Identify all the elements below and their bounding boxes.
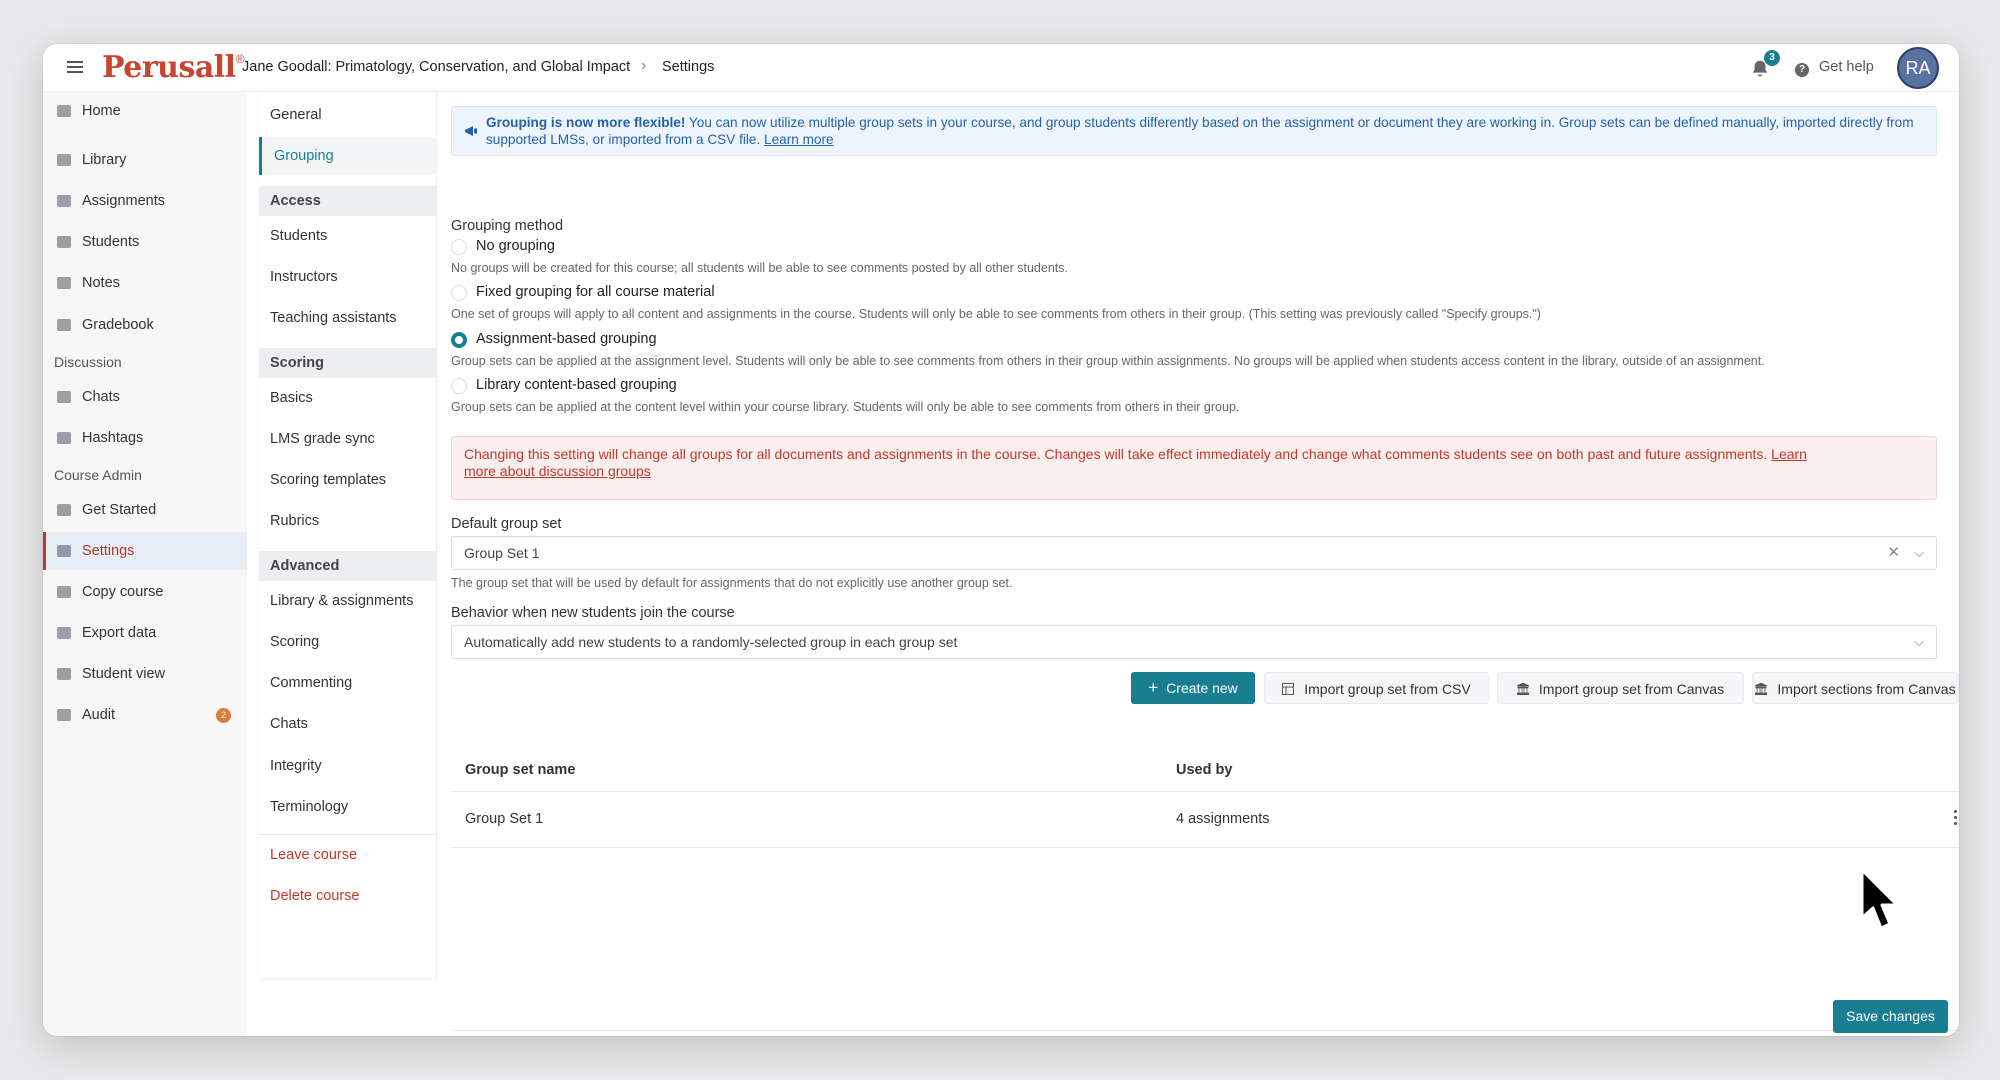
used-by-cell: 4 assignments — [1176, 811, 1270, 827]
sidebar-item-gradebook[interactable]: Gradebook — [43, 306, 247, 344]
footer-divider — [451, 1030, 1959, 1031]
default-group-set-label: Default group set — [451, 516, 562, 532]
radio-button[interactable] — [451, 378, 467, 394]
sidebar-item-library[interactable]: Library — [43, 141, 247, 179]
more-options-icon[interactable] — [1954, 810, 1958, 826]
default-group-set-select[interactable]: Group Set 1 ✕ ⌵ — [451, 536, 1937, 570]
perusall-logo[interactable]: Perusall® — [102, 50, 244, 85]
subnav-grouping[interactable]: Grouping — [259, 137, 437, 175]
left-sidebar — [43, 92, 247, 1036]
subnav-terminology[interactable]: Terminology — [270, 799, 349, 815]
radio-button[interactable] — [451, 239, 467, 255]
audit-badge: 2 — [216, 708, 231, 723]
create-new-button[interactable]: + Create new — [1131, 672, 1255, 704]
radio-description: Group sets can be applied at the content level within your course library. Students will only be able to see comments from others in their group. — [451, 400, 1240, 414]
info-banner-learn-more-link[interactable]: Learn more — [764, 132, 834, 147]
warning-learn-more-link[interactable]: Learn more about discussion groups — [464, 446, 1807, 479]
subnav-basics[interactable]: Basics — [270, 390, 313, 406]
group-sets-table-header — [451, 748, 1959, 792]
table-row[interactable] — [451, 792, 1959, 848]
sidebar-item-students[interactable]: Students — [43, 223, 247, 261]
sidebar-item-student-view[interactable]: Student view — [43, 655, 247, 693]
avatar[interactable]: RA — [1897, 47, 1939, 89]
institution-icon — [1517, 683, 1529, 695]
subnav-section-advanced: Advanced — [259, 551, 437, 581]
sidebar-item-export-data[interactable]: Export data — [43, 614, 247, 652]
wand-icon — [57, 504, 71, 516]
subnav-scoring[interactable]: Scoring — [270, 634, 320, 650]
subnav-general[interactable]: General — [270, 107, 322, 123]
radio-description: No groups will be created for this course; all students will be able to see comments posted by all other students. — [451, 261, 1068, 275]
institution-icon — [1755, 683, 1767, 695]
sidebar-item-notes[interactable]: Notes — [43, 264, 247, 302]
subnav-rubrics[interactable]: Rubrics — [270, 513, 320, 529]
settings-subnav — [259, 92, 437, 978]
subnav-scoring-templates[interactable]: Scoring templates — [270, 472, 387, 488]
warning-banner — [451, 436, 1937, 500]
gear-icon — [57, 545, 71, 557]
sidebar-item-hashtags[interactable]: Hashtags — [43, 419, 247, 457]
default-group-set-help: The group set that will be used by default for assignments that do not explicitly use another group set. — [451, 576, 1013, 590]
breadcrumb-course[interactable]: Jane Goodall: Primatology, Conservation, and Global Impact — [242, 59, 631, 75]
import-sections-button[interactable]: Import sections from Canvas — [1752, 672, 1959, 704]
table-icon — [1282, 683, 1294, 695]
subnav-delete-course[interactable]: Delete course — [270, 888, 360, 904]
sidebar-item-chats[interactable]: Chats — [43, 378, 247, 416]
behavior-label: Behavior when new students join the course — [451, 605, 735, 621]
subnav-divider — [259, 834, 437, 835]
gradebook-icon — [57, 319, 71, 331]
subnav-students[interactable]: Students — [270, 228, 328, 244]
library-icon — [57, 154, 71, 166]
subnav-section-scoring: Scoring — [259, 348, 437, 378]
radio-description: Group sets can be applied at the assignment level. Students will only be able to see comments from others in their group within assignments. No groups will be applied when students access content in the library, outside of an assignment. — [451, 354, 1765, 368]
sidebar-item-assignments[interactable]: Assignments — [43, 182, 247, 220]
mouse-cursor-icon — [1860, 868, 1904, 934]
subnav-commenting[interactable]: Commenting — [270, 675, 353, 691]
app-window — [43, 44, 1959, 1036]
sidebar-item-settings[interactable]: Settings — [43, 532, 247, 570]
question-icon: ? — [1795, 63, 1809, 77]
sidebar-item-copy-course[interactable]: Copy course — [43, 573, 247, 611]
import-canvas-button[interactable]: Import group set from Canvas — [1497, 672, 1744, 704]
hashtag-icon — [57, 432, 71, 444]
radio-button-selected[interactable] — [451, 332, 467, 348]
behavior-select[interactable]: Automatically add new students to a randomly-selected group in each group set ⌵ — [451, 625, 1937, 659]
notification-badge: 3 — [1764, 50, 1780, 66]
eye-icon — [57, 668, 71, 680]
import-csv-button[interactable]: Import group set from CSV — [1264, 672, 1489, 704]
grouping-method-label: Grouping method — [451, 218, 564, 234]
get-help-link[interactable]: ? Get help — [1795, 59, 1874, 77]
subnav-leave-course[interactable]: Leave course — [270, 847, 358, 863]
subnav-library-assignments[interactable]: Library & assignments — [270, 593, 414, 609]
radio-button[interactable] — [451, 285, 467, 301]
chevron-down-icon: ⌵ — [1914, 545, 1924, 560]
warning-icon — [57, 709, 71, 721]
subnav-chats[interactable]: Chats — [270, 716, 308, 732]
info-banner-body: You can now utilize multiple group sets in your course, and group students differently based on the assignment or document they are working in. Group sets can be defined manually, imported directly from supported LMSs, or imported from a CSV file. — [486, 115, 1914, 147]
subnav-teaching-assistants[interactable]: Teaching assistants — [270, 310, 397, 326]
sidebar-item-home[interactable]: Home — [43, 92, 247, 130]
clear-icon[interactable]: ✕ — [1887, 544, 1900, 561]
sidebar-item-get-started[interactable]: Get Started — [43, 491, 247, 529]
students-icon — [57, 236, 71, 248]
calendar-icon — [57, 195, 71, 207]
megaphone-icon — [464, 124, 478, 138]
column-header-used-by[interactable]: Used by — [1176, 762, 1233, 778]
warning-text: Changing this setting will change all groups for all documents and assignments in the course. Changes will take effect immediately and change what comments students see on both past and future assignments. — [464, 446, 1772, 462]
export-icon — [57, 627, 71, 639]
sidebar-section-discussion: Discussion — [54, 354, 122, 370]
home-icon — [57, 105, 71, 117]
sidebar-section-course-admin: Course Admin — [54, 467, 142, 483]
notes-icon — [57, 277, 71, 289]
save-changes-button[interactable]: Save changes — [1833, 1000, 1948, 1033]
plus-icon: + — [1148, 678, 1159, 697]
sidebar-item-audit[interactable]: Audit 2 — [43, 696, 247, 734]
subnav-lms-grade-sync[interactable]: LMS grade sync — [270, 431, 375, 447]
chat-icon — [57, 391, 71, 403]
menu-icon[interactable] — [67, 58, 83, 78]
breadcrumb-page: Settings — [662, 59, 715, 75]
column-header-name[interactable]: Group set name — [465, 762, 576, 778]
chevron-down-icon: ⌵ — [1914, 634, 1924, 649]
group-set-name-cell: Group Set 1 — [465, 811, 544, 827]
grouping-settings-panel: Grouping is now more flexible! You can now utilize multiple group sets in your course, and group students differently based on the assignment or document they are working in. Group sets can be defined manually, imported directly from supported LMSs, or imported from a CSV file. Learn more Grouping method No grouping No groups will be created for this course; all students will be able to see comments posted by all other students. Fixed grouping for all course material One set of groups will apply to all content and assignments in the course. Students will only be able to see comments from others in their group. (This setting was previously called "Specify groups.") Assignment-based grouping Group sets can be applied at the assignment level. Students will only be able to see comments from others in their group within assignments. No groups will be applied when students access content in the library, outside of an assignment. Library content-based grouping Group sets can be applied at the content level within your course library. Students will only be able to see comments from others in their group. Changing this setting will change all groups for all documents and assignments in the course. Changes will take effect immediately and change what comments students see on both past and future assignments. Learn more about discussion groups Default group set Group Set 1 ✕ ⌵ The group set that will be used by default for assignments that do not explicitly use another group set. Behavior when new students join the course Automatically add new students to a randomly-selected group in each group set ⌵ + Create new Import group set from CSV Import group set from Canvas Import sections from Canvas Group set name Used by Group Set 1 4 assignments — [451, 92, 1959, 1036]
subnav-section-access: Access — [259, 186, 437, 216]
radio-description: One set of groups will apply to all content and assignments in the course. Students will only be able to see comments from others in their group. (This setting was previously called "Specify groups.") — [451, 307, 1541, 321]
subnav-instructors[interactable]: Instructors — [270, 269, 338, 285]
chevron-right-icon: › — [641, 57, 647, 74]
copy-icon — [57, 586, 71, 598]
info-banner-title: Grouping is now more flexible! — [486, 115, 686, 130]
top-bar — [43, 44, 1959, 92]
subnav-integrity[interactable]: Integrity — [270, 758, 322, 774]
info-banner — [451, 106, 1937, 156]
